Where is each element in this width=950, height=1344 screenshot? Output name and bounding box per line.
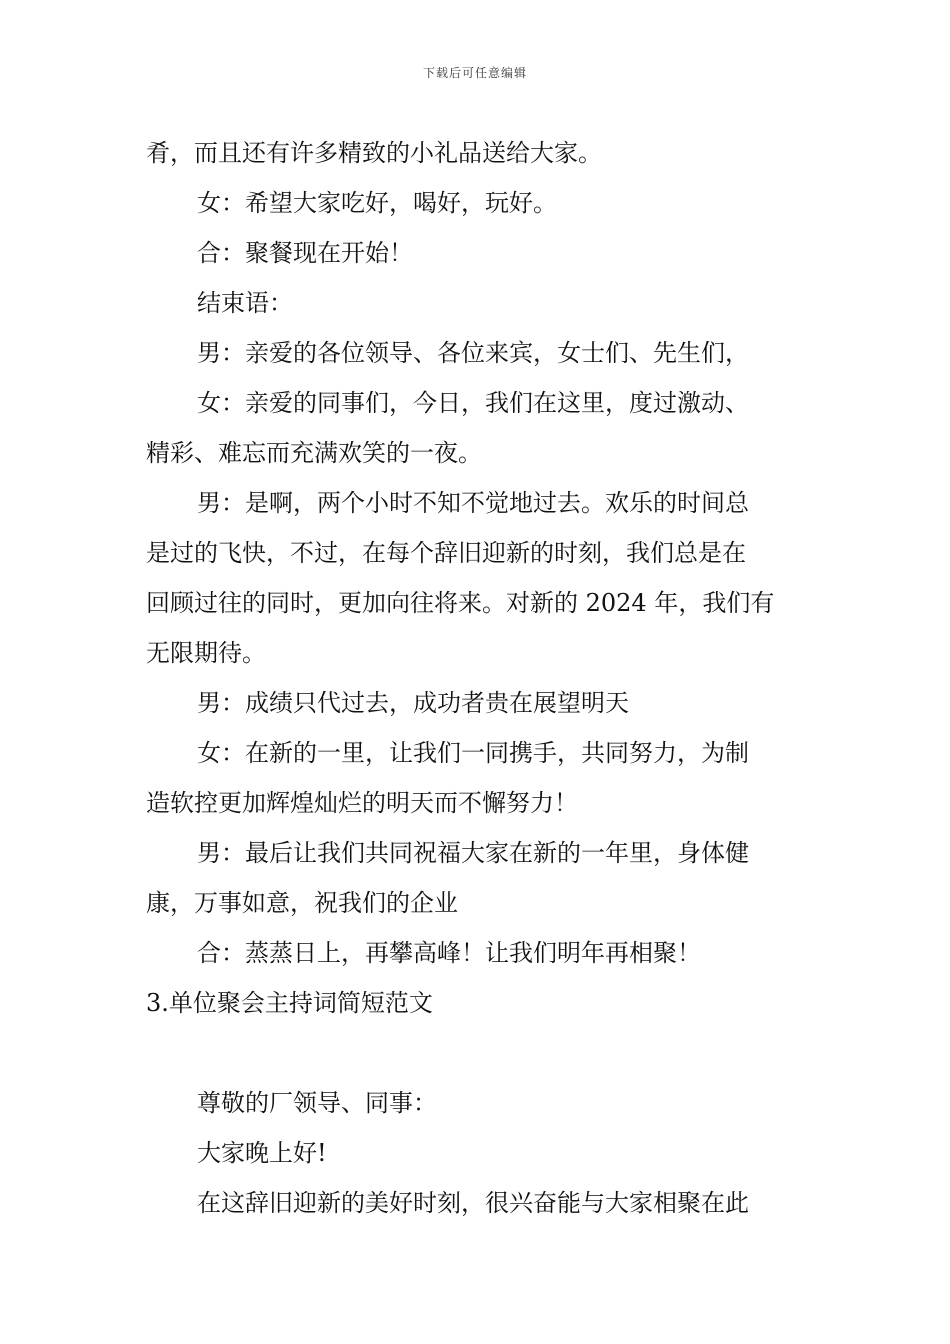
text-line: 肴，而且还有许多精致的小礼品送给大家。 [146, 139, 602, 167]
text-line: 精彩、难忘而充满欢笑的一夜。 [146, 439, 482, 467]
document-body [146, 128, 816, 1228]
text-line: 男：成绩只代过去，成功者贵在展望明天 [197, 689, 629, 717]
blank-line [146, 1028, 816, 1078]
text-line: 合：蒸蒸日上，再攀高峰！让我们明年再相聚！ [197, 939, 701, 967]
text-line: 女：亲爱的同事们，今日，我们在这里，度过激动、 [197, 389, 749, 417]
text-line: 女：在新的一里，让我们一同携手，共同努力，为制 [197, 739, 749, 767]
text-line: 康，万事如意，祝我们的企业 [146, 889, 458, 917]
page-header: 下载后可任意编辑 [422, 66, 527, 80]
text-line: 合：聚餐现在开始！ [197, 239, 413, 267]
section-heading: 3.单位聚会主持词简短范文 [146, 989, 433, 1017]
text-line: 造软控更加辉煌灿烂的明天而不懈努力！ [146, 789, 578, 817]
text-line: 是过的飞快，不过，在每个辞旧迎新的时刻，我们总是在 [146, 539, 746, 567]
text-line: 男：最后让我们共同祝福大家在新的一年里，身体健 [197, 839, 749, 867]
text-line: 男：是啊，两个小时不知不觉地过去。欢乐的时间总 [197, 489, 749, 517]
greeting: 大家晚上好! [197, 1139, 327, 1167]
text-line: 在这辞旧迎新的美好时刻，很兴奋能与大家相聚在此 [197, 1189, 749, 1217]
text-line: 女：希望大家吃好，喝好，玩好。 [197, 189, 557, 217]
text-line: 男：亲爱的各位领导、各位来宾，女士们、先生们， [197, 339, 749, 367]
salutation: 尊敬的厂领导、同事： [197, 1089, 437, 1117]
text-line: 结束语： [197, 289, 293, 317]
text-line: 回顾过往的同时，更加向往将来。对新的 2024 年，我们有 [146, 589, 775, 617]
text-line: 无限期待。 [146, 639, 266, 667]
